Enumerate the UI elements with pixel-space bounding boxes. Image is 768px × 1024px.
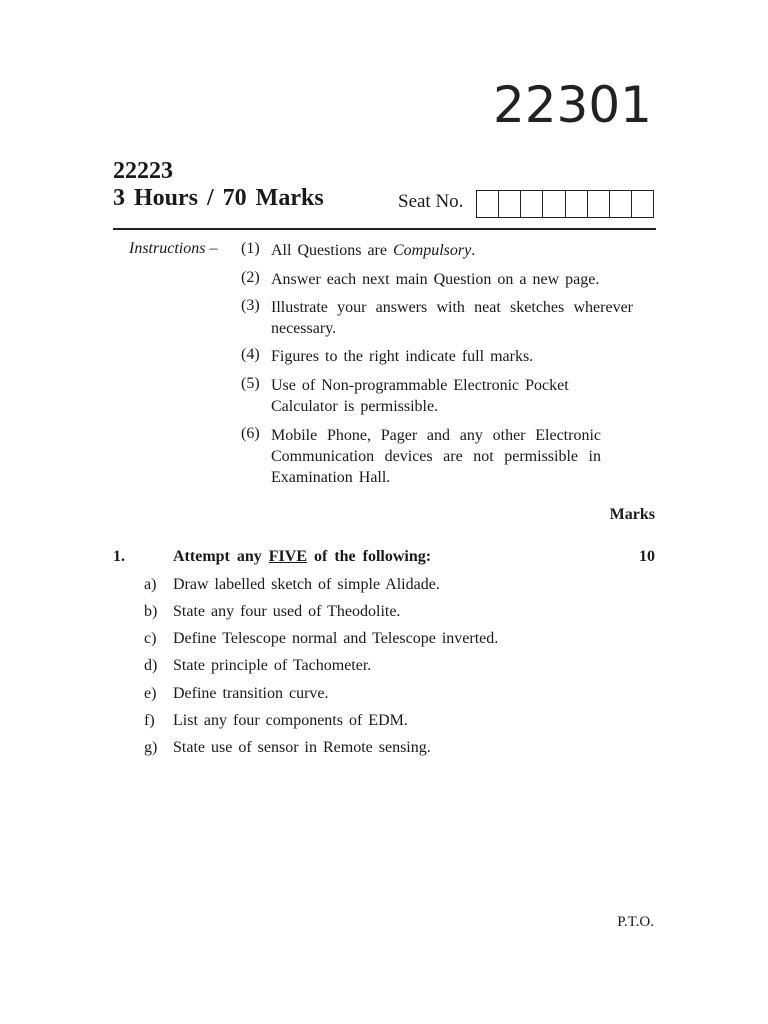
- question-marks: 10: [639, 548, 655, 565]
- instruction-text: Mobile Phone, Pager and any other Electronic Communication devices are not permissible in Examination Hall.: [271, 427, 601, 486]
- seat-box: [566, 191, 588, 217]
- subquestion-label: b): [144, 603, 158, 620]
- subquestion-text: Draw labelled sketch of simple Alidade.: [173, 576, 440, 593]
- instruction-number: (4): [241, 346, 260, 363]
- question-heading: Attempt any FIVE of the following:: [173, 548, 432, 565]
- seat-box: [477, 191, 499, 217]
- subquestion-label: g): [144, 739, 158, 756]
- instruction-number: (6): [241, 425, 260, 442]
- instruction-text: All Questions are Compulsory.: [271, 242, 476, 259]
- page-number: 22301: [492, 76, 652, 134]
- question-number: 1.: [113, 548, 125, 565]
- instruction-number: (1): [241, 240, 260, 257]
- subquestion-label: a): [144, 576, 157, 593]
- seat-box: [588, 191, 610, 217]
- seat-box: [610, 191, 632, 217]
- subquestion-text: State principle of Tachometer.: [173, 657, 372, 674]
- instructions-label: Instructions –: [129, 240, 218, 257]
- subquestion-text: State use of sensor in Remote sensing.: [173, 739, 431, 756]
- subquestion-text: List any four components of EDM.: [173, 712, 408, 729]
- subquestion-text: State any four used of Theodolite.: [173, 603, 401, 620]
- subquestion-text: Define transition curve.: [173, 685, 329, 702]
- subquestion-label: c): [144, 630, 157, 647]
- seat-number-label: Seat No.: [398, 191, 464, 212]
- marks-column-heading: Marks: [609, 506, 655, 523]
- seat-box: [499, 191, 521, 217]
- duration-marks: 3 Hours / 70 Marks: [113, 185, 324, 211]
- page-turn-note: P.T.O.: [617, 914, 654, 930]
- instruction-text: Figures to the right indicate full marks.: [271, 348, 534, 365]
- instruction-text: Answer each next main Question on a new page.: [271, 271, 600, 288]
- seat-box: [632, 191, 653, 217]
- subquestion-text: Define Telescope normal and Telescope inverted.: [173, 630, 499, 647]
- seat-number-boxes: [476, 190, 654, 218]
- instruction-text: Illustrate your answers with neat sketches wherever necessary.: [271, 299, 633, 337]
- seat-box: [521, 191, 543, 217]
- instruction-number: (2): [241, 269, 260, 286]
- header-divider: [113, 228, 656, 230]
- subquestion-label: f): [144, 712, 155, 729]
- subject-code: 22223: [113, 158, 173, 184]
- seat-box: [543, 191, 565, 217]
- instruction-emphasis: Compulsory: [392, 242, 472, 259]
- subquestion-label: e): [144, 685, 157, 702]
- question-emphasis: FIVE: [268, 548, 307, 565]
- instruction-number: (5): [241, 375, 260, 392]
- subquestion-label: d): [144, 657, 158, 674]
- instruction-number: (3): [241, 297, 260, 314]
- instruction-text: Use of Non-programmable Electronic Pocket Calculator is permissible.: [271, 377, 569, 415]
